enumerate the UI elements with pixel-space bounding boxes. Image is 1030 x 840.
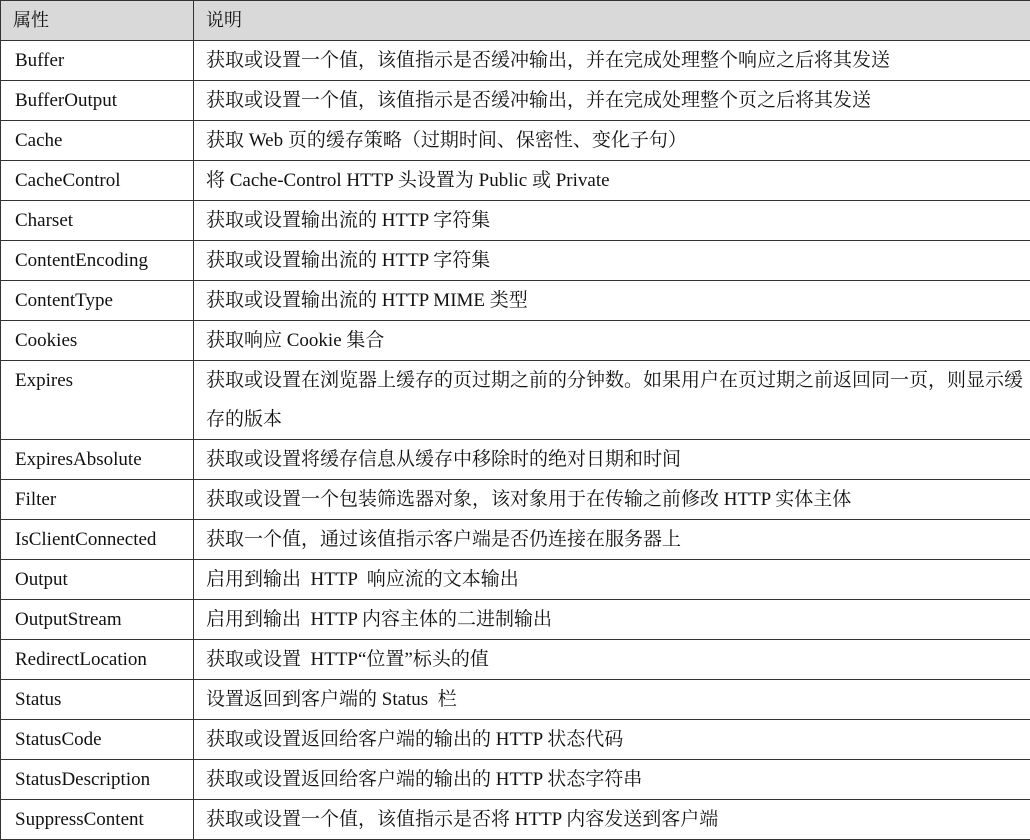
table-header-row [1,1,1030,41]
table-row [1,480,1030,520]
property-description: 获取响应 Cookie 集合 [194,321,1030,361]
table-row [1,800,1030,840]
table-row [1,440,1030,480]
table-row [1,121,1030,161]
property-description: 获取或设置输出流的 HTTP 字符集 [194,201,1030,241]
property-description: 获取或设置一个包装筛选器对象，该对象用于在传输之前修改 HTTP 实体主体 [194,480,1030,520]
table-row [1,81,1030,121]
property-name: Buffer [1,41,194,81]
header-property: 属性 [1,1,194,41]
property-description: 将 Cache-Control HTTP 头设置为 Public 或 Private [194,161,1030,201]
property-name: Filter [1,480,194,520]
property-description: 设置返回到客户端的 Status 栏 [194,680,1030,720]
property-description: 获取 Web 页的缓存策略（过期时间、保密性、变化子句） [194,121,1030,161]
property-name: SuppressContent [1,800,194,840]
table-row [1,640,1030,680]
property-description: 获取或设置 HTTP“位置”标头的值 [194,640,1030,680]
property-description: 获取或设置一个值，该值指示是否将 HTTP 内容发送到客户端 [194,800,1030,840]
property-name: Expires [1,361,194,440]
property-name: ContentType [1,281,194,321]
property-name: StatusDescription [1,760,194,800]
property-name: IsClientConnected [1,520,194,560]
table-row [1,41,1030,81]
table-row [1,720,1030,760]
table-row [1,520,1030,560]
property-description: 获取或设置将缓存信息从缓存中移除时的绝对日期和时间 [194,440,1030,480]
property-description: 获取或设置一个值，该值指示是否缓冲输出，并在完成处理整个页之后将其发送 [194,81,1030,121]
property-name: Status [1,680,194,720]
property-description: 获取一个值，通过该值指示客户端是否仍连接在服务器上 [194,520,1030,560]
property-name: Cache [1,121,194,161]
table-row [1,680,1030,720]
table-row [1,201,1030,241]
property-name: ContentEncoding [1,241,194,281]
table-row [1,361,1030,440]
table-row [1,241,1030,281]
property-name: RedirectLocation [1,640,194,680]
property-name: ExpiresAbsolute [1,440,194,480]
table-row [1,281,1030,321]
property-description: 获取或设置在浏览器上缓存的页过期之前的分钟数。如果用户在页过期之前返回同一页，则显示缓存的版本 [194,361,1030,440]
property-name: Cookies [1,321,194,361]
property-name: Charset [1,201,194,241]
property-name: StatusCode [1,720,194,760]
table-row [1,560,1030,600]
table-row [1,321,1030,361]
property-description: 获取或设置输出流的 HTTP 字符集 [194,241,1030,281]
property-name: Output [1,560,194,600]
header-description: 说明 [194,1,1030,41]
table-row [1,760,1030,800]
property-description: 启用到输出 HTTP 内容主体的二进制输出 [194,600,1030,640]
property-description: 获取或设置输出流的 HTTP MIME 类型 [194,281,1030,321]
property-name: BufferOutput [1,81,194,121]
table-row [1,600,1030,640]
property-description: 获取或设置返回给客户端的输出的 HTTP 状态字符串 [194,760,1030,800]
property-name: CacheControl [1,161,194,201]
property-name: OutputStream [1,600,194,640]
table-row [1,161,1030,201]
property-description: 获取或设置返回给客户端的输出的 HTTP 状态代码 [194,720,1030,760]
property-description: 获取或设置一个值，该值指示是否缓冲输出，并在完成处理整个响应之后将其发送 [194,41,1030,81]
property-description: 启用到输出 HTTP 响应流的文本输出 [194,560,1030,600]
